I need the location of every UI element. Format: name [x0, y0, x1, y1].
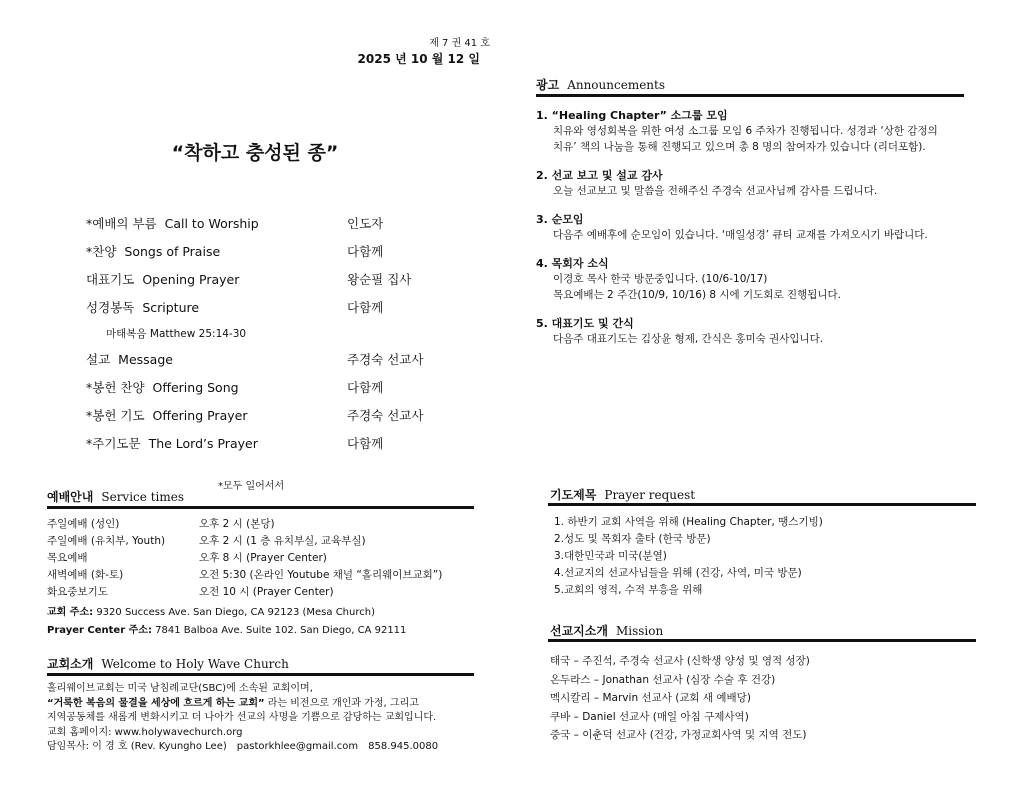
worship-item	[86, 406, 247, 424]
worship-row	[86, 434, 466, 462]
announcement-item	[536, 212, 986, 243]
worship-item-ko: 성경봉독	[86, 300, 135, 315]
church-address	[47, 604, 406, 622]
worship-item	[86, 214, 259, 232]
announcement-body	[536, 123, 986, 155]
announcement-heading: 2. 선교 보고 및 설교 감사	[536, 169, 663, 182]
service-times-title	[47, 488, 184, 505]
service-time: 오후 2 시 (본당)	[199, 518, 275, 530]
sermon-title: “착하고 충성된 종”	[171, 142, 339, 164]
service-row	[47, 533, 487, 550]
worship-item-ko: *봉헌 찬양	[86, 380, 145, 395]
mission-item: 쿠바 – Daniel 선교사 (매일 아침 구제사역)	[550, 710, 749, 723]
service-time: 오후 2 시 (1 층 유치부실, 교육부실)	[199, 535, 366, 547]
announcements-title-en: Announcements	[567, 78, 666, 92]
announcement-line: 치유와 영성회복을 위한 여성 소그룹 모임 6 주차가 진행됩니다. 성경과 ‘상한 감정의	[553, 125, 938, 137]
welcome-title	[47, 655, 289, 672]
announcement-heading: 5. 대표기도 및 간식	[536, 317, 634, 330]
service-row	[47, 550, 487, 567]
prayer-item: 2.성도 및 목회자 출타 (한국 방문)	[554, 533, 711, 545]
announcement-body	[536, 331, 986, 347]
announcement-heading: 4. 목회자 소식	[536, 257, 609, 270]
vision-rest: 라는 비전으로 개인과 가정, 그리고	[264, 697, 419, 709]
worship-row	[86, 298, 466, 326]
announcement-item	[536, 168, 986, 199]
worship-item	[86, 298, 199, 316]
worship-item-en: Call to Worship	[164, 216, 259, 231]
welcome-vision-line	[47, 697, 487, 712]
welcome-title-ko: 교회소개	[47, 657, 94, 671]
worship-row	[86, 378, 466, 406]
announcement-body	[536, 183, 986, 199]
worship-item-en: Offering Song	[152, 380, 239, 395]
mission-item: 온두라스 – Jonathan 선교사 (심장 수술 후 건강)	[550, 673, 776, 686]
service-row	[47, 584, 487, 601]
worship-leader: 인도자	[347, 216, 384, 231]
prayer-center-address-label: Prayer Center 주소:	[47, 625, 152, 636]
worship-item	[86, 242, 220, 260]
worship-item-ko: *찬양	[86, 244, 117, 259]
worship-item-en: Scripture	[142, 300, 200, 315]
service-name: 목요예배	[47, 552, 88, 564]
announcement-item	[536, 108, 986, 155]
pastor-phone: 858.945.0080	[368, 741, 439, 752]
welcome-divider	[47, 673, 474, 676]
mission-item: 멕시칼리 – Marvin 선교사 (교회 새 예배당)	[550, 692, 751, 704]
service-name: 주일예배 (유치부, Youth)	[47, 535, 166, 547]
all-stand-note: *모두 일어서서	[218, 481, 285, 492]
mission-divider	[548, 639, 976, 642]
worship-item	[106, 326, 246, 341]
service-time: 오전 5:30 (온라인 Youtube 채널 “홀리웨이브교회”)	[199, 569, 443, 581]
announcement-line: 오늘 선교보고 및 말씀을 전해주신 주경숙 선교사님께 감사를 드립니다.	[553, 185, 878, 197]
pastor-name: 담임목사: 이 경 호 (Rev. Kyungho Lee)	[47, 741, 227, 752]
announcement-line: 이경호 목사 한국 방문중입니다. (10/6-10/17)	[553, 273, 768, 285]
service-times-title-en: Service times	[101, 490, 184, 504]
pastor-contact	[47, 740, 487, 755]
worship-leader: 다함께	[347, 244, 384, 259]
worship-row	[86, 326, 466, 350]
announcements-divider	[536, 94, 964, 97]
worship-item-en: Opening Prayer	[142, 272, 240, 287]
prayer-request-divider	[548, 503, 976, 506]
service-row	[47, 567, 487, 584]
mission-item: 태국 – 주진석, 주경숙 선교사 (신학생 양성 및 영적 성장)	[550, 655, 810, 667]
homepage: 교회 홈페이지: www.holywavechurch.org	[47, 726, 243, 738]
announcement-line: 다음주 예배후에 순모임이 있습니다. ‘매일성경’ 큐티 교재를 가져오시기 바랍니다.	[553, 229, 928, 241]
worship-item-ko: 설교	[86, 352, 111, 367]
service-row	[47, 516, 487, 533]
prayer-center-address-value: 7841 Balboa Ave. Suite 102. San Diego, CA 92111	[155, 625, 407, 636]
mission-title-ko: 선교지소개	[550, 624, 608, 638]
worship-item-ko: *주기도문	[86, 436, 141, 451]
announcement-body	[536, 271, 986, 303]
worship-item-en: Message	[118, 352, 173, 367]
announcement-line: 목요예배는 2 주간(10/9, 10/16) 8 시에 기도회로 진행됩니다.	[553, 289, 842, 301]
addresses	[47, 604, 406, 640]
pastor-email: pastorkhlee@gmail.com	[236, 741, 359, 752]
bulletin-date: 2025 년 10 월 12 일	[357, 52, 480, 66]
announcements-title-ko: 광고	[536, 78, 560, 92]
worship-row	[86, 270, 466, 298]
worship-item-ko: 마태복음 Matthew 25:14-30	[106, 328, 247, 340]
mission-item: 중국 – 이춘덕 선교사 (건강, 가정교회사역 및 지역 전도)	[550, 729, 807, 741]
prayer-center-address	[47, 622, 406, 640]
worship-item	[86, 378, 239, 396]
worship-item-ko: *예배의 부름	[86, 216, 157, 231]
worship-row	[86, 406, 466, 434]
prayer-item: 4.선교지의 선교사님들을 위해 (건강, 사역, 미국 방문)	[554, 567, 802, 579]
service-times-divider	[47, 506, 474, 509]
mission-title	[550, 622, 663, 639]
welcome-line: 홀리웨이브교회는 미국 남침례교단(SBC)에 소속된 교회이며,	[47, 683, 313, 694]
service-time: 오후 8 시 (Prayer Center)	[199, 552, 327, 564]
announcement-item	[536, 256, 986, 303]
vision-statement: “거룩한 복음의 물결을 세상에 흐르게 하는 교회”	[47, 697, 265, 709]
order-of-worship	[86, 214, 466, 462]
worship-item-ko: 대표기도	[86, 272, 135, 287]
welcome-line: 지역공동체를 새롭게 변화시키고 더 나아가 선교의 사명을 기쁨으로 감당하는 교회입니다.	[47, 712, 437, 723]
announcement-body	[536, 227, 986, 243]
mission-title-en: Mission	[615, 624, 664, 638]
prayer-item: 5.교회의 영적, 수적 부흥을 위해	[554, 584, 703, 596]
worship-item	[86, 270, 239, 288]
service-time: 오전 10 시 (Prayer Center)	[199, 586, 334, 598]
service-times-title-ko: 예배안내	[47, 490, 94, 504]
worship-row	[86, 214, 466, 242]
worship-leader: 주경숙 선교사	[347, 408, 424, 423]
worship-row	[86, 350, 466, 378]
worship-leader: 다함께	[347, 436, 384, 451]
mission-list	[550, 652, 810, 745]
worship-item-en: Offering Prayer	[152, 408, 248, 423]
welcome-title-en: Welcome to Holy Wave Church	[101, 657, 289, 671]
service-name: 주일예배 (성인)	[47, 518, 120, 530]
prayer-item: 1. 하반기 교회 사역을 위해 (Healing Chapter, 땡스기빙)	[554, 516, 823, 528]
church-address-value: 9320 Success Ave. San Diego, CA 92123 (Mesa Church)	[96, 607, 375, 618]
worship-item-ko: *봉헌 기도	[86, 408, 145, 423]
announcement-line: 다음주 대표기도는 김상윤 형제, 간식은 홍미숙 권사입니다.	[553, 333, 824, 345]
worship-leader: 왕순필 집사	[347, 272, 412, 287]
worship-item-en: The Lord’s Prayer	[148, 436, 258, 451]
service-times-list	[47, 516, 487, 601]
announcement-heading: 3. 순모임	[536, 213, 584, 226]
announcement-heading: 1. “Healing Chapter” 소그룹 모임	[536, 109, 728, 122]
announcement-line: 치유’ 책의 나눔을 통해 진행되고 있으며 총 8 명의 참여자가 있습니다 (리더포함).	[553, 141, 926, 153]
worship-leader: 다함께	[347, 380, 384, 395]
prayer-item: 3.대한민국과 미국(분열)	[554, 550, 667, 562]
service-name: 화요중보기도	[47, 586, 108, 598]
worship-item-en: Songs of Praise	[124, 244, 221, 259]
prayer-request-title	[550, 486, 695, 503]
prayer-request-list	[554, 514, 823, 599]
prayer-request-title-en: Prayer request	[604, 488, 696, 502]
worship-leader: 주경숙 선교사	[347, 352, 424, 367]
worship-item	[86, 350, 173, 368]
announcements-title	[536, 76, 665, 93]
announcements-list	[536, 108, 986, 360]
worship-leader: 다함께	[347, 300, 384, 315]
church-address-label: 교회 주소:	[47, 607, 94, 618]
prayer-request-title-ko: 기도제목	[550, 488, 597, 502]
issue-number: 제 7 권 41 호	[429, 38, 490, 49]
service-name: 새벽예배 (화-토)	[47, 569, 124, 581]
worship-row	[86, 242, 466, 270]
welcome-text	[47, 682, 487, 755]
worship-item	[86, 434, 258, 452]
announcement-item	[536, 316, 986, 347]
